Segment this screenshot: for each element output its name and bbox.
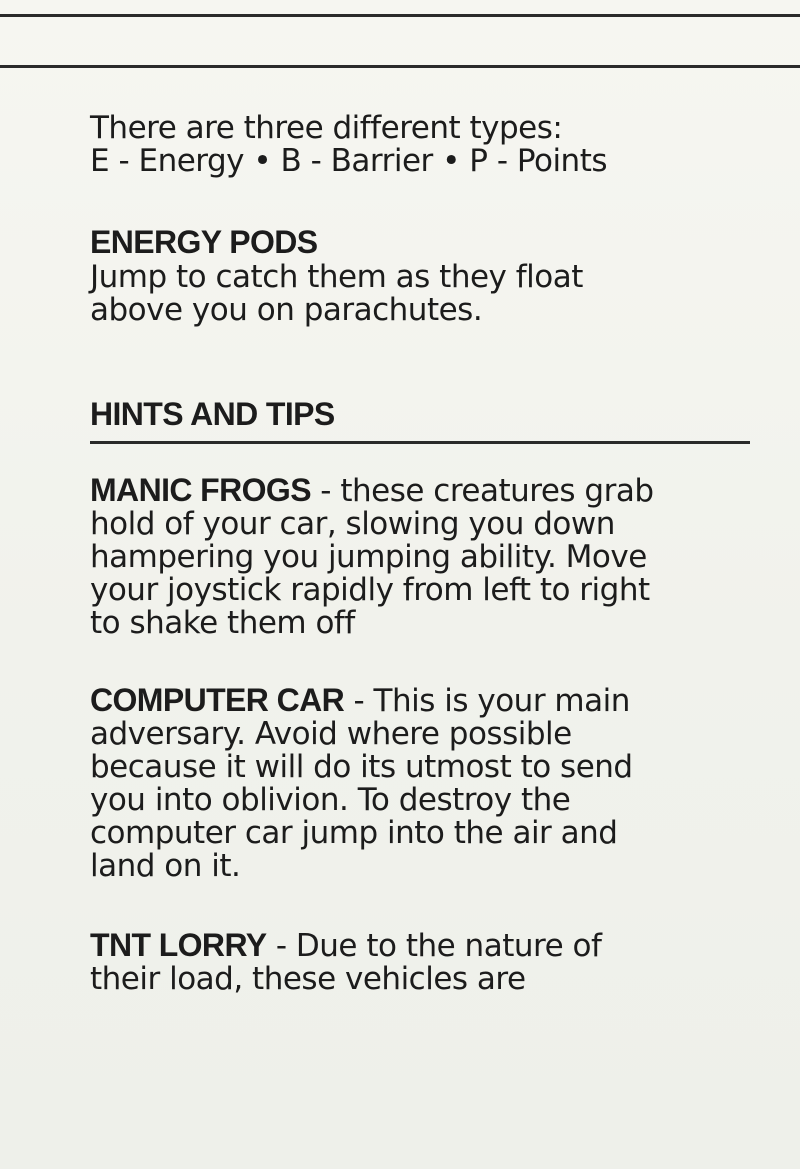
header-rule <box>0 65 800 68</box>
text-line: their load, these vehicles are <box>90 961 526 997</box>
text-line: above you on parachutes. <box>90 292 483 328</box>
text-line: you into oblivion. To destroy the <box>90 782 571 818</box>
text-line: because it will do its utmost to send <box>90 749 633 785</box>
text-line <box>90 474 760 508</box>
text-line: adversary. Avoid where possible <box>90 716 572 752</box>
hints-heading: HINTS AND TIPS <box>90 396 335 432</box>
energy-pods-section <box>90 223 760 327</box>
text-fragment: - This is your main <box>344 683 630 719</box>
text-line: to shake them off <box>90 605 355 641</box>
top-rule <box>0 14 800 17</box>
text-line: hampering you jumping ability. Move <box>90 539 647 575</box>
text-line <box>90 684 760 718</box>
text-line: E - Energy • B - Barrier • P - Points <box>90 143 608 179</box>
text-line: There are three different types: <box>90 110 563 146</box>
term-label: MANIC FROGS <box>90 472 311 508</box>
text-fragment: - Due to the nature of <box>266 928 602 964</box>
text-line: computer car jump into the air and <box>90 815 618 851</box>
text-line: land on it. <box>90 848 241 884</box>
text-line: your joystick rapidly from left to right <box>90 572 650 608</box>
text-line: Jump to catch them as they float <box>90 259 583 295</box>
text-fragment: - these creatures grab <box>310 473 654 509</box>
manic-frogs-paragraph <box>90 474 760 640</box>
tnt-lorry-paragraph <box>90 929 760 996</box>
term-label: COMPUTER CAR <box>90 682 345 718</box>
page-content <box>90 112 760 996</box>
text-line: hold of your car, slowing you down <box>90 506 615 542</box>
hints-divider <box>90 441 750 444</box>
pod-types-paragraph <box>90 112 760 178</box>
section-heading: ENERGY PODS <box>90 224 318 260</box>
computer-car-paragraph <box>90 684 760 883</box>
text-line <box>90 929 760 963</box>
term-label: TNT LORRY <box>90 927 267 963</box>
